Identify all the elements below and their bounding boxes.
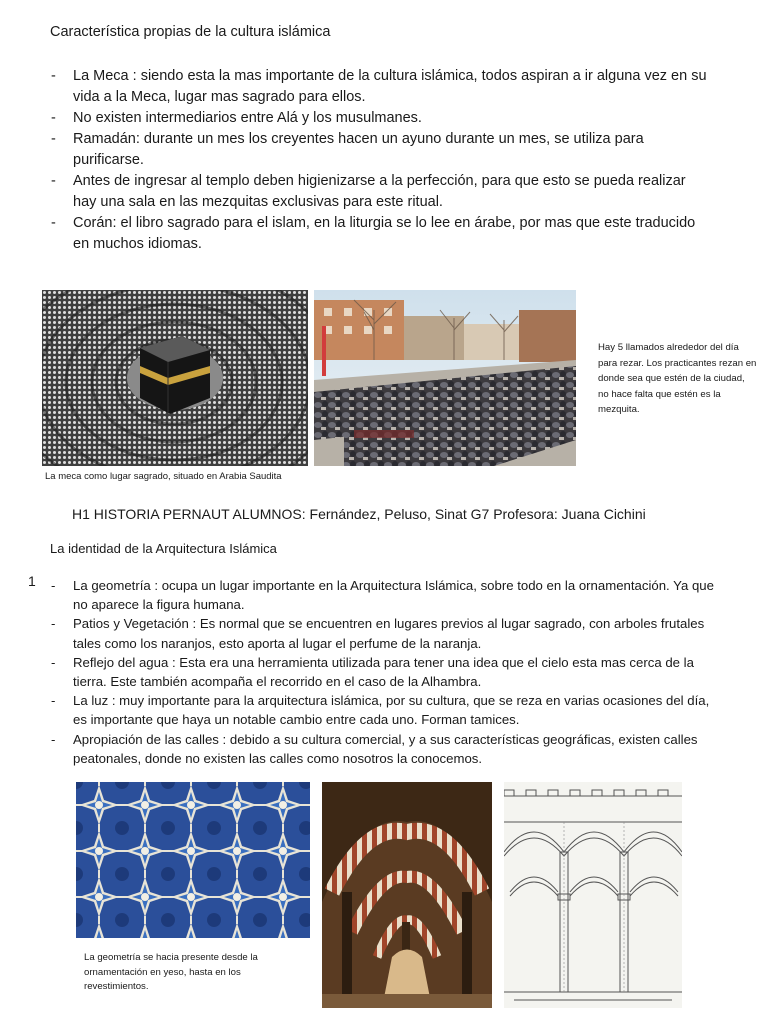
page-number: 1 [28,573,36,589]
list-item: - Ramadán: durante un mes los creyentes hacen un ayuno durante un mes, se utiliza para purificarse. [50,129,710,171]
document-header-line: H1 HISTORIA PERNAUT ALUMNOS: Fernández, Peluso, Sinat G7 Profesora: Juana Cichini [72,506,646,522]
arch-elevation-drawing [504,782,682,1008]
mecca-caption: La meca como lugar sagrado, situado en Arabia Saudita [45,471,282,482]
list-item: - La luz : muy importante para la arquitectura islámica, por su cultura, que se reza en varias ocasiones del día, es importante que haya un notable cambio entre cada uno. Forman tamices. [50,691,715,729]
architecture-list [50,576,715,768]
characteristics-list [50,66,710,255]
geometric-tile-photo [76,782,310,938]
street-prayer-photo [314,290,576,466]
prayer-side-note: Hay 5 llamados alrededor del día para rezar. Los practicantes rezan en donde sea que estén de la ciudad, no hace falta que estén es la mezquita. [598,342,757,415]
page-title: Característica propias de la cultura islámica [50,24,331,40]
list-item: - No existen intermediarios entre Alá y los musulmanes. [50,108,710,129]
mecca-kaaba-photo [42,290,308,466]
geometry-caption: La geometría se hacia presente desde la ornamentación en yeso, hasta en los revestimientos. [84,952,258,992]
section-title: La identidad de la Arquitectura Islámica [50,541,277,556]
list-item: - Apropiación de las calles : debido a su cultura comercial, y a sus características geográficas, existen calles peatonales, donde no existen las calles como nosotros la conocemos. [50,730,715,768]
list-item: - La Meca : siendo esta la mas importante de la cultura islámica, todos aspiran a ir alguna vez en su vida a la Meca, lugar mas sagrado para ellos. [50,66,710,108]
list-item: - Patios y Vegetación : Es normal que se encuentren en lugares previos al lugar sagrado, con arboles frutales tales como los naranjos, esto aporta al lugar el perfume de la naranja. [50,614,715,652]
list-item: - La geometría : ocupa un lugar importante en la Arquitectura Islámica, sobre todo en la ornamentación. Ya que no aparece la figura humana. [50,576,715,614]
mosque-arches-photo [322,782,492,1008]
list-item: - Reflejo del agua : Esta era una herramienta utilizada para tener una idea que el cielo esta mas cerca de la tierra. Este también acompaña el recorrido en el caso de la Alhambra. [50,653,715,691]
list-item: - Corán: el libro sagrado para el islam, en la liturgia se lo lee en árabe, por mas que este traducido en muchos idiomas. [50,213,710,255]
list-item: - Antes de ingresar al templo deben higienizarse a la perfección, para que esto se pueda realizar hay una sala en las mezquitas exclusivas para este ritual. [50,171,710,213]
